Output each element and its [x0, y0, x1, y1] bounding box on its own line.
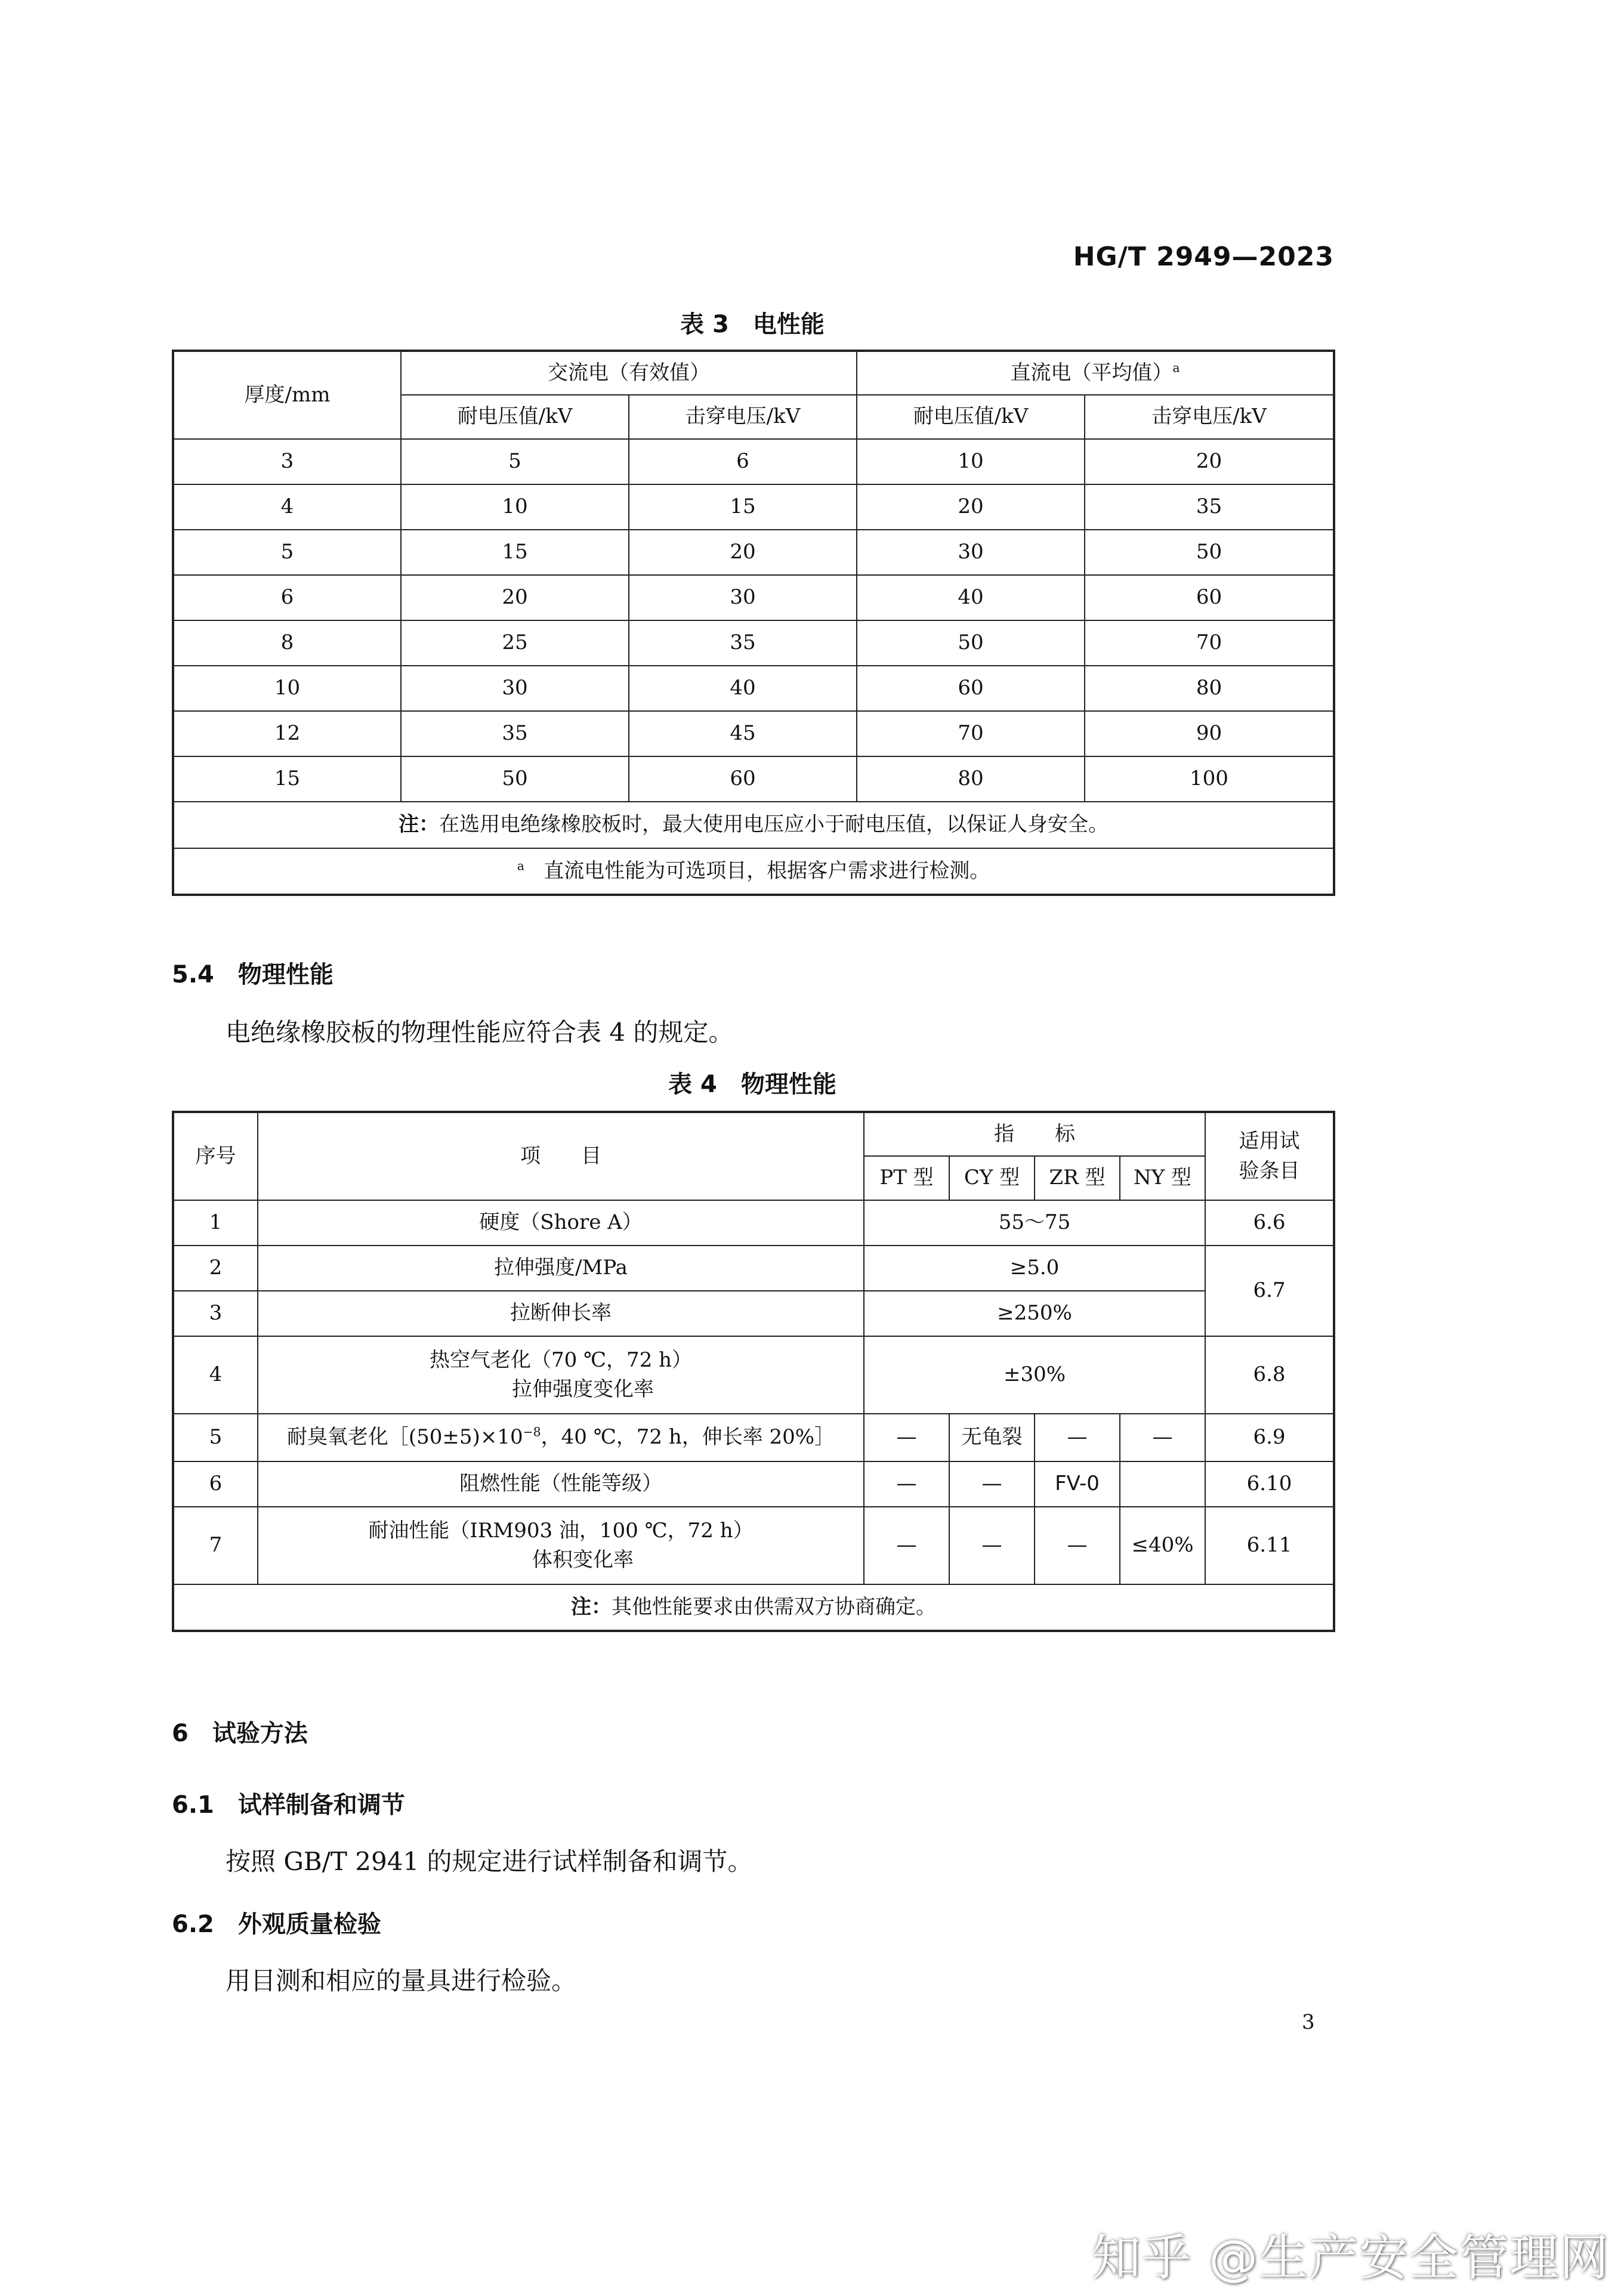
table-cell: —	[949, 1461, 1035, 1507]
table-row	[173, 620, 1334, 666]
table-cell: 6.6	[1205, 1200, 1334, 1246]
table-cell	[1120, 1461, 1205, 1507]
table-cell-part: 耐臭氧老化［(50±5)×10	[286, 1425, 523, 1450]
table-cell: 20	[629, 530, 857, 575]
table-cell: 20	[401, 575, 629, 620]
table-cell: 15	[629, 484, 857, 530]
table-cell: 70	[1085, 620, 1334, 666]
table4-note	[173, 1584, 1334, 1631]
section-6-title: 6 试验方法	[172, 1720, 308, 1747]
table-cell: 2	[173, 1246, 258, 1291]
table-cell: 6.9	[1205, 1414, 1334, 1461]
table4-physical-properties	[172, 1111, 1335, 1632]
table-cell-line: 热空气老化（70 ℃，72 h）	[429, 1348, 693, 1372]
table-cell-sup: −8	[523, 1425, 541, 1440]
table-cell: —	[1120, 1414, 1205, 1461]
table-row	[173, 1200, 1334, 1246]
table4-header-pt: PT 型	[864, 1156, 949, 1200]
table4-header-clause	[1205, 1112, 1334, 1200]
table-cell: 30	[629, 575, 857, 620]
table-cell: 80	[1085, 666, 1334, 711]
table3-header-dc-sup: a	[1172, 360, 1180, 375]
page-number: 3	[1302, 2010, 1315, 2034]
table-row	[173, 1246, 1334, 1291]
table-cell: 10	[173, 666, 401, 711]
section-5-4-text: 电绝缘橡胶板的物理性能应符合表 4 的规定。	[226, 1018, 734, 1047]
table-cell: 40	[629, 666, 857, 711]
table4-header-ny: NY 型	[1120, 1156, 1205, 1200]
table-cell: 5	[173, 530, 401, 575]
table-cell-line: 耐油性能（IRM903 油，100 ℃，72 h）	[368, 1518, 754, 1543]
table-cell: —	[1035, 1414, 1120, 1461]
table-cell: 阻燃性能（性能等级）	[258, 1461, 864, 1507]
table-cell: 拉断伸长率	[258, 1291, 864, 1336]
table4-header-cy: CY 型	[949, 1156, 1035, 1200]
table-cell: —	[1035, 1507, 1120, 1584]
table-row	[173, 756, 1334, 802]
table-cell: 35	[401, 711, 629, 756]
table3-header-dc-breakdown: 击穿电压/kV	[1085, 395, 1334, 439]
table-row	[173, 666, 1334, 711]
table4-header-seq: 序号	[173, 1112, 258, 1200]
table-row	[173, 1336, 1334, 1414]
table-cell: 90	[1085, 711, 1334, 756]
table-row	[173, 575, 1334, 620]
table-cell: 3	[173, 439, 401, 484]
table4-note-text: 其他性能要求由供需双方协商确定。	[612, 1594, 936, 1619]
table-cell: 15	[401, 530, 629, 575]
table3-note-text: 在选用电绝缘橡胶板时，最大使用电压应小于耐电压值，以保证人身安全。	[439, 812, 1109, 837]
table-row	[173, 439, 1334, 484]
table-cell: 100	[1085, 756, 1334, 802]
table3-header-ac-withstand: 耐电压值/kV	[401, 395, 629, 439]
table-cell: ≤40%	[1120, 1507, 1205, 1584]
table3-footnote-mark: a	[517, 858, 524, 873]
table3-electrical-properties	[172, 350, 1335, 896]
table-cell: FV-0	[1035, 1461, 1120, 1507]
table-cell: 3	[173, 1291, 258, 1336]
table-row	[173, 1291, 1334, 1336]
table-cell: 5	[401, 439, 629, 484]
table-cell: 30	[401, 666, 629, 711]
table-cell: ±30%	[864, 1336, 1205, 1414]
table-cell: ≥250%	[864, 1291, 1205, 1336]
table3-header-ac: 交流电（有效值）	[401, 351, 857, 395]
section-5-4-title: 5.4 物理性能	[172, 961, 334, 988]
table-row	[173, 1461, 1334, 1507]
table-cell: 6	[173, 1461, 258, 1507]
watermark-text: 知乎 @生产安全管理网	[1092, 2230, 1610, 2286]
table-cell: 80	[857, 756, 1085, 802]
table-cell: 12	[173, 711, 401, 756]
table-cell: 6.11	[1205, 1507, 1334, 1584]
table-row	[173, 530, 1334, 575]
table-cell: 6	[629, 439, 857, 484]
table-cell: 6.7	[1205, 1246, 1334, 1336]
table4-header-clause-line1: 适用试	[1239, 1129, 1300, 1154]
table4-header-clause-line2: 验条目	[1239, 1158, 1300, 1183]
table-cell-part: ，40 ℃，72 h，伸长率 20%］	[541, 1425, 835, 1450]
table-cell: —	[864, 1414, 949, 1461]
table3-note-label: 注：	[399, 812, 439, 837]
table-row	[173, 1507, 1334, 1584]
table3-header-thickness: 厚度/mm	[173, 351, 401, 439]
table-cell: 50	[1085, 530, 1334, 575]
table-cell: 6.10	[1205, 1461, 1334, 1507]
document-number: HG/T 2949—2023	[1073, 242, 1334, 272]
table-cell: 60	[857, 666, 1085, 711]
table-cell: 15	[173, 756, 401, 802]
table-cell: 35	[1085, 484, 1334, 530]
table-cell: 60	[1085, 575, 1334, 620]
section-6-1-title: 6.1 试样制备和调节	[172, 1791, 405, 1819]
table-cell: 无龟裂	[949, 1414, 1035, 1461]
table-cell: 70	[857, 711, 1085, 756]
table-cell: 6	[173, 575, 401, 620]
table-cell: 25	[401, 620, 629, 666]
table-cell: —	[949, 1507, 1035, 1584]
section-6-2-text: 用目测和相应的量具进行检验。	[226, 1966, 577, 1995]
table3-note	[173, 802, 1334, 848]
table-cell: 45	[629, 711, 857, 756]
table-cell: 7	[173, 1507, 258, 1584]
table-cell: —	[864, 1461, 949, 1507]
table-cell: 6.8	[1205, 1336, 1334, 1414]
table-row	[173, 1414, 1334, 1461]
table-cell: 60	[629, 756, 857, 802]
table-row	[173, 711, 1334, 756]
table-cell: 10	[857, 439, 1085, 484]
table-cell: 55～75	[864, 1200, 1205, 1246]
table-cell: ≥5.0	[864, 1246, 1205, 1291]
table-cell: 50	[401, 756, 629, 802]
table4-caption: 表 4 物理性能	[668, 1071, 836, 1098]
table-cell-line: 体积变化率	[532, 1548, 634, 1572]
table-cell: —	[864, 1507, 949, 1584]
table4-note-label: 注：	[571, 1594, 612, 1619]
table-cell: 40	[857, 575, 1085, 620]
table-cell	[258, 1507, 864, 1584]
table4-header-zr: ZR 型	[1035, 1156, 1120, 1200]
section-6-2-title: 6.2 外观质量检验	[172, 1911, 381, 1938]
table3-header-dc	[857, 351, 1334, 395]
table-cell: 20	[857, 484, 1085, 530]
table-cell: 硬度（Shore A）	[258, 1200, 864, 1246]
table-cell	[258, 1414, 864, 1461]
table3-caption: 表 3 电性能	[680, 311, 825, 338]
table3-footnote	[173, 848, 1334, 895]
table-cell: 4	[173, 1336, 258, 1414]
table3-header-dc-withstand: 耐电压值/kV	[857, 395, 1085, 439]
table-cell: 20	[1085, 439, 1334, 484]
table-cell: 拉伸强度/MPa	[258, 1246, 864, 1291]
table-cell: 8	[173, 620, 401, 666]
table-cell: 50	[857, 620, 1085, 666]
table4-header-index: 指 标	[864, 1112, 1205, 1156]
table-cell: 4	[173, 484, 401, 530]
table4-header-item: 项 目	[258, 1112, 864, 1200]
section-6-1-text: 按照 GB/T 2941 的规定进行试样制备和调节。	[226, 1847, 753, 1876]
table-cell: 35	[629, 620, 857, 666]
table-row	[173, 484, 1334, 530]
table3-header-ac-breakdown: 击穿电压/kV	[629, 395, 857, 439]
table-cell: 5	[173, 1414, 258, 1461]
table3-footnote-text: 直流电性能为可选项目，根据客户需求进行检测。	[544, 858, 990, 883]
table-cell	[258, 1336, 864, 1414]
table-cell: 10	[401, 484, 629, 530]
table-cell: 30	[857, 530, 1085, 575]
table3-header-dc-text: 直流电（平均值）	[1010, 360, 1173, 385]
table-cell-line: 拉伸强度变化率	[512, 1377, 654, 1401]
table-cell: 1	[173, 1200, 258, 1246]
